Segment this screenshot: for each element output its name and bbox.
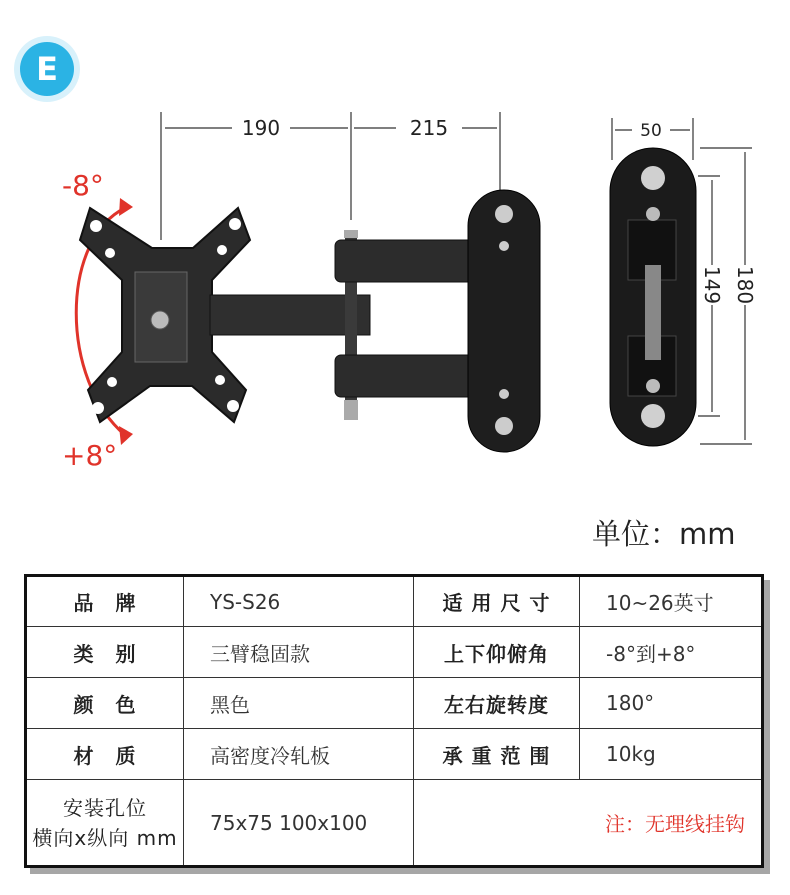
spec-label-type: 类 别	[26, 627, 184, 678]
angle-down-label: +8°	[62, 439, 118, 472]
product-diagram	[0, 90, 790, 490]
mount-label-line1: 安装孔位	[63, 795, 147, 820]
table-row	[26, 729, 763, 780]
spec-value-mount: 75x75 100x100	[184, 780, 414, 867]
wall-plate-front	[468, 190, 540, 452]
table-row	[26, 576, 763, 627]
unit-label: 单位：mm	[592, 517, 736, 551]
spec-label-mount	[26, 780, 184, 867]
spec-label-load: 承 重 范 围	[414, 729, 580, 780]
dim-50: 50	[640, 121, 662, 141]
tilt-arrow-bottom	[119, 426, 133, 445]
angle-up-label: -8°	[62, 169, 104, 202]
spec-label-size: 适 用 尺 寸	[414, 576, 580, 627]
spec-value-material: 高密度冷轧板	[184, 729, 414, 780]
spec-value-brand: YS-S26	[184, 576, 414, 627]
dim-215: 215	[409, 116, 449, 140]
spec-value-swivel: 180°	[580, 678, 763, 729]
spec-table	[24, 574, 764, 868]
spec-label-material: 材 质	[26, 729, 184, 780]
spec-value-tilt: -8°到+8°	[580, 627, 763, 678]
spec-value-load: 10kg	[580, 729, 763, 780]
dim-149: 149	[700, 265, 724, 305]
table-row	[26, 678, 763, 729]
tilt-arrow-top	[119, 198, 133, 216]
table-row	[26, 627, 763, 678]
table-row	[26, 780, 763, 867]
spec-value-type: 三臂稳固款	[184, 627, 414, 678]
spec-label-swivel: 左右旋转度	[414, 678, 580, 729]
dim-190: 190	[241, 116, 281, 140]
mount-label-line2: 横向x纵向 mm	[32, 825, 178, 850]
dim-180: 180	[733, 265, 757, 305]
spec-note: 注：无理线挂钩	[414, 780, 763, 867]
spec-value-color: 黑色	[184, 678, 414, 729]
spec-label-brand: 品 牌	[26, 576, 184, 627]
spec-label-tilt: 上下仰俯角	[414, 627, 580, 678]
spec-value-size: 10~26英寸	[580, 576, 763, 627]
wall-plate-side	[610, 148, 696, 446]
badge-letter: E	[36, 50, 58, 88]
spec-label-color: 颜 色	[26, 678, 184, 729]
